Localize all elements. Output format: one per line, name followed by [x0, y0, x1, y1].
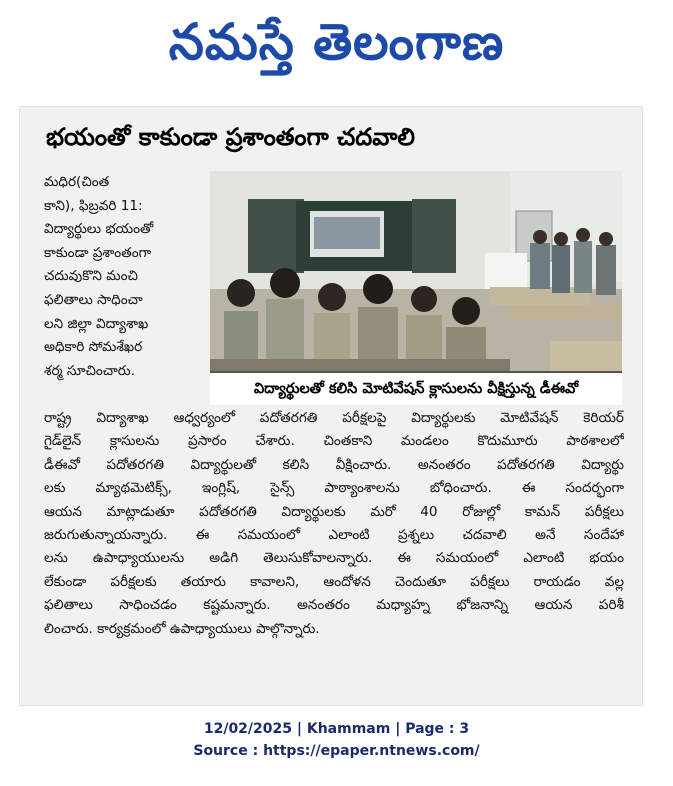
body-line: జరుగుతున్నాయన్నారు. ఈ సమయంలో ఎలాంటి ప్రశ్నలు చదవాలి అనే సందేహా: [44, 527, 624, 544]
article-body: [44, 407, 624, 641]
intro-line: కాకుండా ప్రశాంతంగా: [44, 244, 152, 261]
intro-line: లని జిల్లా విద్యాశాఖ: [44, 315, 149, 332]
classroom-photo-illustration: [210, 171, 622, 403]
article-intro-column: [44, 171, 204, 383]
clipping-footer: [0, 718, 673, 762]
intro-line: మధిర(చింత: [44, 174, 110, 190]
intro-line: కాని), ఫిబ్రవరి 11:: [44, 197, 143, 214]
footer-source-link[interactable]: Source : https://epaper.ntnews.com/: [193, 743, 480, 759]
intro-line: విద్యార్థులు భయంతో: [44, 221, 154, 238]
classroom-photo: [210, 171, 622, 403]
body-line: లకు మ్యాథమెటిక్స్, ఇంగ్లిష్, సైన్స్ పాఠ్యాంశాలను బోధించారు. ఈ సందర్భంగా: [44, 480, 624, 497]
body-line: లేకుండా పరీక్షలకు తయారు కావాలని, ఆందోళన చెందుతూ పరీక్షలు రాయడం వల్ల: [44, 573, 624, 590]
news-clipping: [19, 106, 643, 706]
body-line: ఫలితాలు సాధించడం కష్టమన్నారు. అనంతరం మధ్యాహ్న భోజనాన్ని ఆయన పరిశీ: [44, 597, 624, 614]
footer-dateline: 12/02/2025 | Khammam | Page : 3: [203, 721, 470, 737]
body-line: ఆయన మాట్లాడుతూ పదోతరగతి విద్యార్థులకు మరో 40 రోజుల్లో కామన్ పరీక్షలు: [44, 503, 624, 520]
intro-line: ఫలితాలు సాధించా: [44, 291, 143, 308]
body-line: లను ఉపాధ్యాయులను అడిగి తెలుసుకోవాలన్నారు. ఈ సమయంలో ఎలాంటి భయం: [44, 550, 624, 567]
body-line: గైడ్‌లైన్ క్లాసులను ప్రసారం చేశారు. చింతకాని మండలం కొదుమూరు పాఠశాలలో: [44, 433, 624, 450]
intro-line: శర్మ సూచించారు.: [44, 362, 135, 379]
body-line: డీఈవో పదోతరగతి విద్యార్థులతో కలిసి వీక్షించారు. అనంతరం పదోతరగతి విద్యార్థు: [44, 456, 624, 473]
intro-line: అధికారి సోమశేఖర: [44, 339, 143, 356]
article-headline: భయంతో కాకుండా ప్రశాంతంగా చదవాలి: [46, 123, 415, 151]
body-line: రాష్ట్ర విద్యాశాఖ ఆధ్వర్యంలో పదోతరగతి పరీక్షలపై విద్యార్థులకు మోటివేషన్ కెరియర్: [44, 410, 624, 426]
photo-caption: విద్యార్థులతో కలిసి మోటివేషన్ క్లాసులను వీక్షిస్తున్న డీఈవో: [210, 371, 622, 405]
body-line: లించారు. కార్యక్రమంలో ఉపాధ్యాయులు పాల్గొన్నారు.: [44, 620, 320, 637]
newspaper-masthead: నమస్తే తెలంగాణ: [168, 12, 505, 71]
intro-line: చదువుకొని మంచి: [44, 268, 138, 285]
